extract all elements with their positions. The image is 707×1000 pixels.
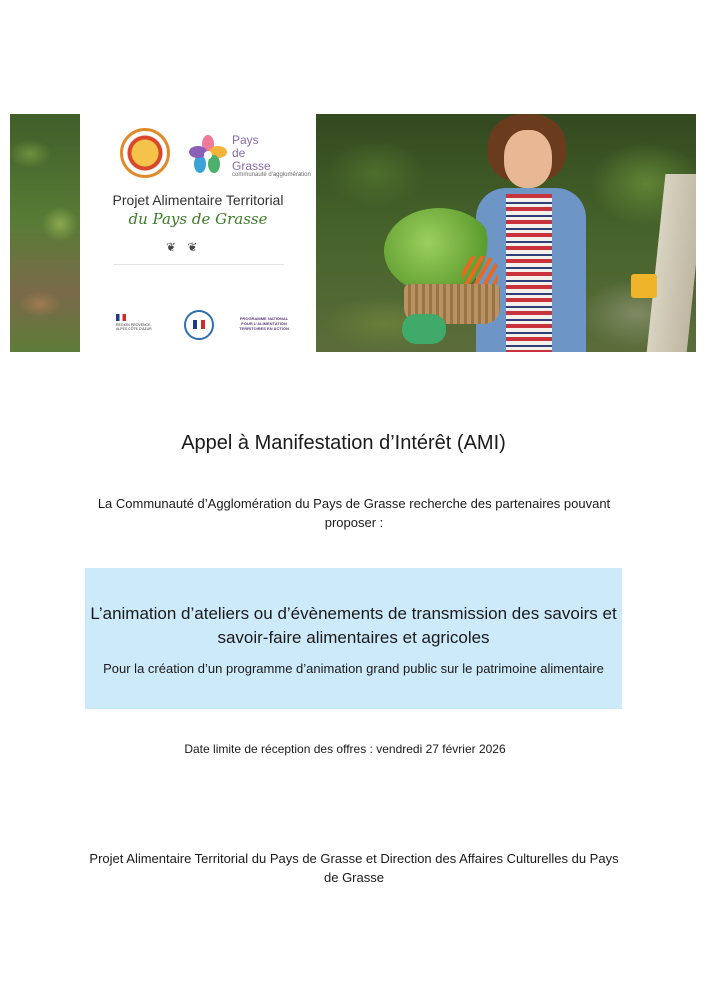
pat-seal-logo — [120, 128, 170, 178]
gardener-photo — [316, 114, 696, 352]
region-logo-text: RÉGION PROVENCE-ALPES CÔTE D'AZUR — [116, 323, 152, 331]
highlight-sub-text: Pour la création d’un programme d’animation grand public sur le patrimoine alimentaire — [103, 661, 604, 676]
logo-divider — [114, 264, 284, 265]
footer-text: Projet Alimentaire Territorial du Pays de Grasse et Direction des Affaires Culturelles du Pays de Grasse — [89, 851, 619, 885]
highlight-box — [85, 568, 622, 709]
person-face — [504, 130, 552, 188]
header-banner — [10, 114, 696, 352]
garden-photo-strip — [10, 114, 80, 352]
bucket — [631, 274, 657, 298]
pat-subtitle: du Pays de Grasse — [128, 210, 268, 228]
pna-logo-text: PROGRAMME NATIONAL POUR L'ALIMENTATION TERRITOIRES EN ACTION — [239, 316, 289, 331]
logo-panel — [80, 114, 316, 352]
intro-text: La Communauté d’Agglomération du Pays de Grasse recherche des partenaires pouvant proposer : — [97, 496, 611, 530]
garden-glove — [402, 314, 446, 344]
wheat-ornament-icon: ❦ ❦ — [166, 240, 202, 254]
highlight-main-text: L’animation d’ateliers ou d’évènements de transmission des savoirs et savoir-faire alimentaires et agricoles — [90, 604, 617, 647]
pays-de-grasse-wordmark — [232, 134, 271, 173]
pays-word-1: Pays — [232, 133, 259, 147]
pays-de-grasse-subtitle: communauté d'agglomération — [232, 172, 311, 178]
pays-word-3: Grasse — [232, 159, 271, 173]
deadline-text: Date limite de réception des offres : vendredi 27 février 2026 — [184, 742, 506, 756]
pat-title: Projet Alimentaire Territorial — [112, 192, 284, 208]
fence — [647, 174, 696, 352]
pays-de-grasse-flower-icon — [188, 134, 228, 174]
person-striped-shirt — [506, 194, 552, 352]
region-logo — [116, 314, 156, 336]
france-relance-logo — [184, 310, 214, 340]
pays-word-2: de — [232, 146, 246, 160]
page-title: Appel à Manifestation d’Intérêt (AMI) — [181, 432, 506, 454]
flag-icon — [116, 314, 126, 321]
